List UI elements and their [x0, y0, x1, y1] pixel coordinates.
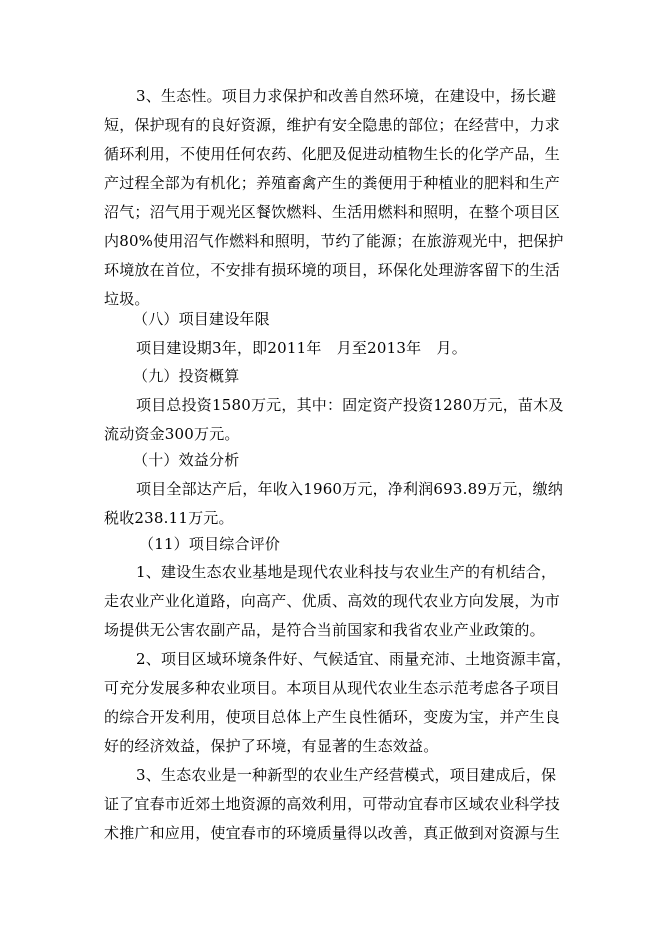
section-heading-investment: （九）投资概算 — [133, 367, 240, 385]
paragraph-ecology-line-4: 产过程全部为有机化；养殖畜禽产生的粪便用于种植业的肥料和生产 — [104, 174, 561, 192]
paragraph-eval-2-line-3: 的综合开发利用，使项目总体上产生良性循环，变废为宝，并产生良 — [104, 708, 561, 726]
paragraph-ecology-line-5: 沼气；沼气用于观光区餐饮燃料、生活用燃料和照明，在整个项目区 — [104, 203, 561, 221]
paragraph-investment-line-1: 项目总投资1580万元，其中：固定资产投资1280万元，苗木及 — [136, 396, 564, 414]
paragraph-ecology-line-6: 内80%使用沼气作燃料和照明，节约了能源；在旅游观光中，把保护 — [104, 232, 564, 250]
paragraph-benefit-line-2: 税收238.11万元。 — [104, 509, 234, 527]
paragraph-eval-1-line-2: 走农业产业化道路，向高产、优质、高效的现代农业方向发展，为市 — [104, 592, 561, 610]
section-heading-construction-period: （八）项目建设年限 — [133, 310, 270, 328]
section-heading-evaluation: （11）项目综合评价 — [139, 535, 281, 553]
paragraph-benefit-line-1: 项目全部达产后，年收入1960万元，净利润693.89万元，缴纳 — [136, 480, 564, 498]
paragraph-eval-2-line-2: 可充分发展多种农业项目。本项目从现代农业生态示范考虑各子项目 — [104, 679, 561, 697]
paragraph-ecology-line-8: 垃圾。 — [104, 290, 150, 308]
paragraph-eval-2-line-1: 2、项目区域环境条件好、气候适宜、雨量充沛、土地资源丰富， — [136, 650, 572, 668]
paragraph-ecology-line-3: 循环利用，不使用任何农药、化肥及促进动植物生长的化学产品，生 — [104, 145, 561, 163]
paragraph-construction-period: 项目建设期3年，即2011年 月至2013年 月。 — [136, 339, 467, 357]
paragraph-eval-1-line-3: 场提供无公害农副产品，是符合当前国家和我省农业产业政策的。 — [104, 621, 545, 639]
paragraph-eval-2-line-4: 好的经济效益，保护了环境，有显著的生态效益。 — [104, 737, 439, 755]
paragraph-eval-3-line-3: 术推广和应用，使宜春市的环境质量得以改善，真正做到对资源与生 — [104, 824, 561, 842]
paragraph-eval-3-line-2: 证了宜春市近郊土地资源的高效利用，可带动宜春市区域农业科学技 — [104, 795, 561, 813]
paragraph-eval-3-line-1: 3、生态农业是一种新型的农业生产经营模式，项目建成后，保 — [136, 766, 557, 784]
paragraph-ecology-line-1: 3、生态性。项目力求保护和改善自然环境，在建设中，扬长避 — [136, 87, 557, 105]
paragraph-ecology-line-2: 短，保护现有的良好资源，维护有安全隐患的部位；在经营中，力求 — [104, 116, 561, 134]
paragraph-ecology-line-7: 环境放在首位，不安排有损环境的项目，环保化处理游客留下的生活 — [104, 261, 561, 279]
paragraph-eval-1-line-1: 1、建设生态农业基地是现代农业科技与农业生产的有机结合， — [136, 563, 557, 581]
section-heading-benefit-analysis: （十）效益分析 — [133, 451, 240, 469]
paragraph-investment-line-2: 流动资金300万元。 — [104, 425, 240, 443]
